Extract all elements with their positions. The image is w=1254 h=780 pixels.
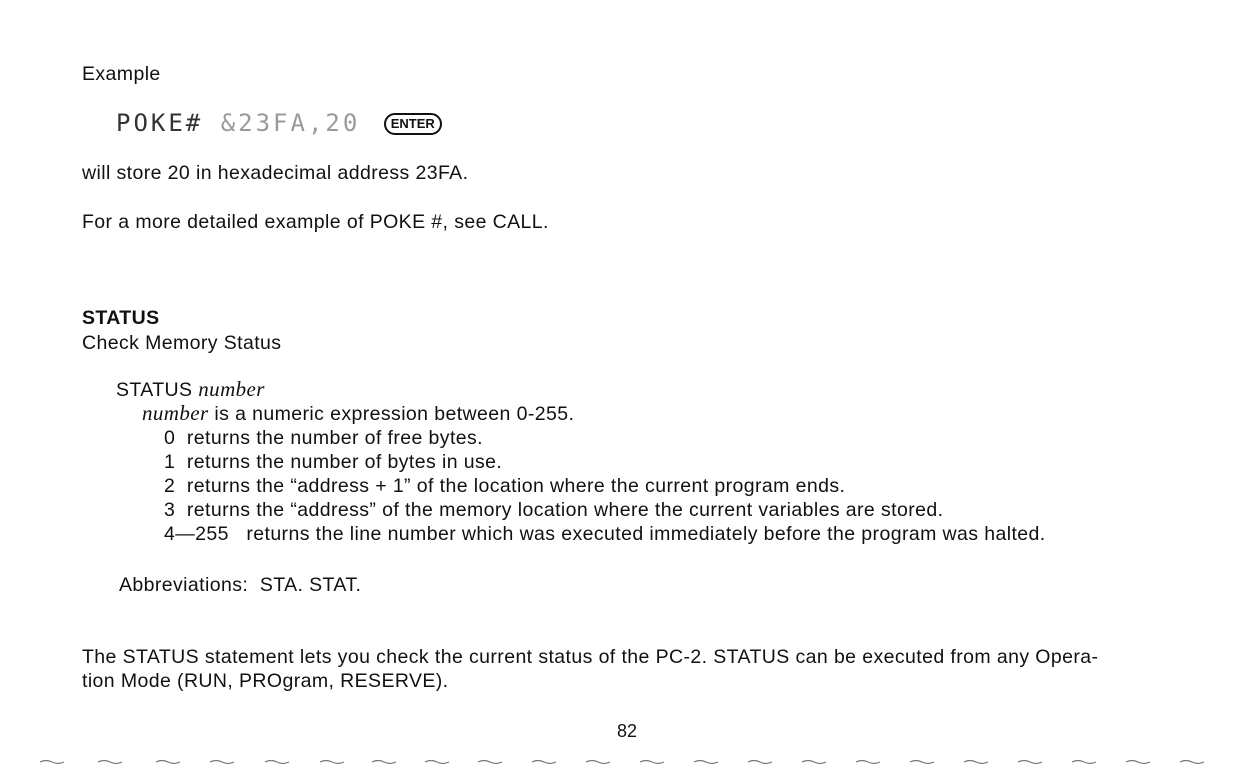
enter-key-icon: ENTER [384, 113, 442, 135]
paragraph-line-1: The STATUS statement lets you check the current status of the PC-2. STATUS can be executed from any Opera- [82, 646, 1099, 668]
example-description: will store 20 in hexadecimal address 23FA. [82, 162, 469, 184]
value-item [164, 450, 502, 474]
value-item [164, 474, 845, 498]
value-desc: returns the “address + 1” of the location where the current program ends. [186, 475, 846, 497]
value-item [164, 498, 943, 522]
abbrev-values: STA. STAT. [259, 574, 362, 596]
value-code: 1 [164, 451, 176, 473]
example-code [116, 106, 442, 140]
value-item [164, 522, 1046, 546]
value-desc: returns the number of bytes in use. [186, 451, 503, 473]
param-line [142, 401, 574, 426]
section-subtitle: Check Memory Status [82, 332, 282, 354]
syntax-param: number [198, 377, 265, 401]
code-args: &23FA,20 [220, 109, 361, 137]
value-code: 2 [164, 475, 176, 497]
value-code: 4—255 [164, 523, 229, 545]
section-title: STATUS [82, 307, 160, 329]
syntax-keyword: STATUS [116, 379, 193, 401]
param-desc: is a numeric expression between 0-255. [214, 403, 575, 425]
syntax-line [116, 377, 265, 402]
value-code: 3 [164, 499, 176, 521]
abbreviations [119, 573, 361, 597]
value-desc: returns the “address” of the memory location where the current variables are stored. [186, 499, 944, 521]
value-desc: returns the line number which was executed immediately before the program was halted. [246, 523, 1046, 545]
value-code: 0 [164, 427, 176, 449]
example-see-also: For a more detailed example of POKE #, see CALL. [82, 211, 549, 233]
param-name: number [142, 401, 209, 425]
paragraph-line-2: tion Mode (RUN, PROgram, RESERVE). [82, 670, 449, 692]
example-heading: Example [82, 63, 161, 85]
code-command: POKE# [116, 109, 204, 137]
page-number: 82 [616, 721, 638, 741]
abbrev-label: Abbreviations: [119, 574, 249, 596]
value-desc: returns the number of free bytes. [186, 427, 483, 449]
value-item [164, 426, 483, 450]
perforation-edge [0, 756, 1254, 768]
